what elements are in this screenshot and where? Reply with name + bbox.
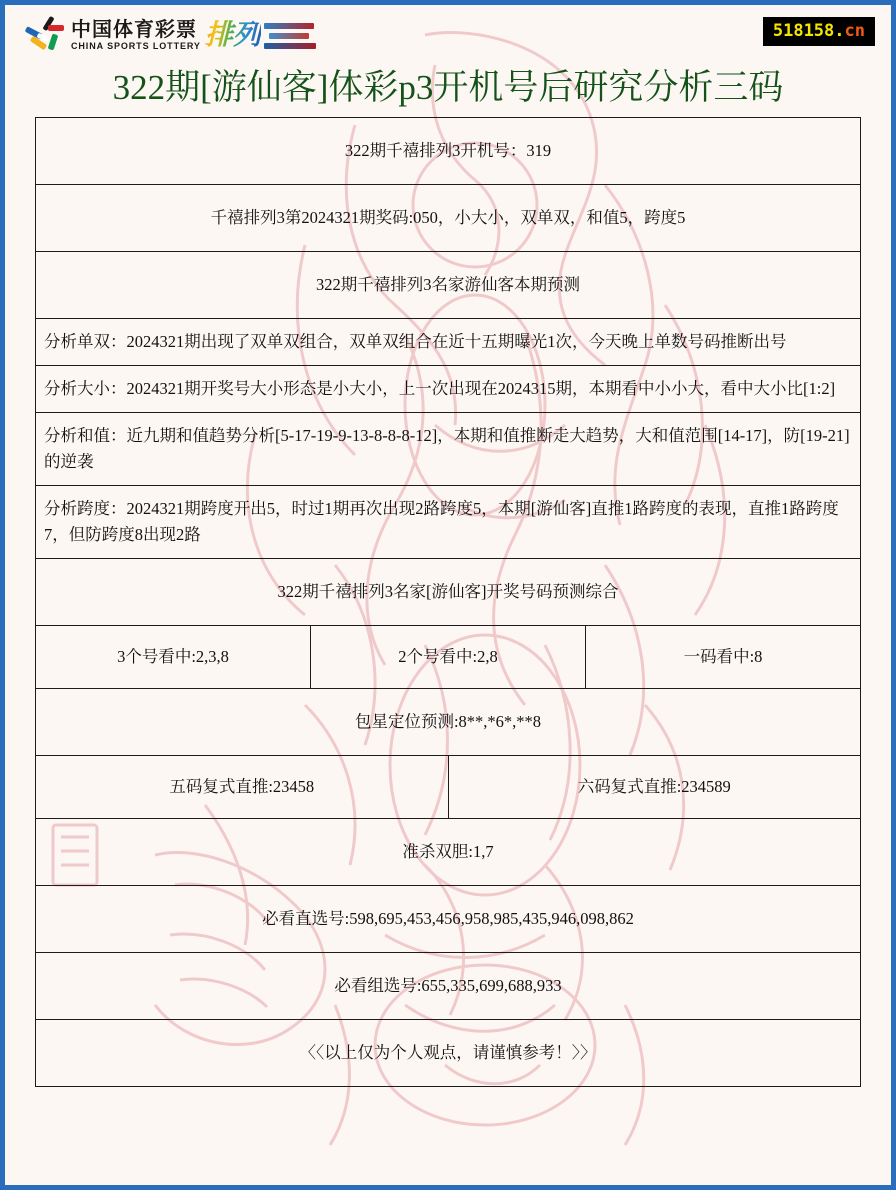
cell-kaijihao: 322期千禧排列3开机号：319 bbox=[36, 118, 861, 185]
cell-disclaimer: 〈〈以上仅为个人观点，请谨慎参考！〉〉 bbox=[36, 1020, 861, 1087]
table-row bbox=[36, 252, 861, 319]
cell-baoxing: 包星定位预测:8**,*6*,**8 bbox=[36, 689, 861, 756]
table-row bbox=[36, 486, 861, 559]
cell-summary-heading: 322期千禧排列3名家[游仙客]开奖号码预测综合 bbox=[36, 559, 861, 626]
cell-one-pick: 一码看中:8 bbox=[586, 626, 861, 689]
logo-chinese-name: 中国体育彩票 bbox=[71, 17, 197, 41]
page-container bbox=[5, 5, 891, 1185]
cell-zhunsha: 准杀双胆:1,7 bbox=[36, 819, 861, 886]
table-row bbox=[36, 118, 861, 185]
prediction-table bbox=[35, 117, 861, 1087]
table-row bbox=[36, 886, 861, 953]
site-header bbox=[5, 5, 891, 63]
cell-five-code: 五码复式直推:23458 bbox=[36, 756, 449, 819]
cell-three-pick: 3个号看中:2,3,8 bbox=[36, 626, 311, 689]
logo-series-name: 排列 bbox=[204, 18, 261, 51]
cell-analysis-daxiao: 分析大小：2024321期开奖号大小形态是小大小，上一次出现在2024315期，本期看中小小大，看中大小比[1:2] bbox=[36, 366, 861, 413]
table-row bbox=[36, 689, 861, 756]
table-row bbox=[36, 559, 861, 626]
lottery-logo bbox=[21, 11, 316, 59]
logo-three-bars-icon bbox=[264, 17, 316, 53]
cell-two-pick: 2个号看中:2,8 bbox=[311, 626, 586, 689]
cell-six-code: 六码复式直推:234589 bbox=[448, 756, 861, 819]
table-row bbox=[36, 626, 861, 689]
table-row bbox=[36, 185, 861, 252]
badge-number: 518158. bbox=[772, 21, 845, 41]
table-row bbox=[36, 319, 861, 366]
site-domain-badge[interactable] bbox=[763, 17, 875, 46]
cell-analysis-danshuang: 分析单双：2024321期出现了双单双组合，双单双组合在近十五期曝光1次，今天晚上单数号码推断出号 bbox=[36, 319, 861, 366]
page-title: 322期[游仙客]体彩p3开机号后研究分析三码 bbox=[112, 68, 784, 107]
table-row bbox=[36, 819, 861, 886]
table-row bbox=[36, 366, 861, 413]
logo-english-name: CHINA SPORTS LOTTERY bbox=[71, 41, 201, 51]
cell-zhixuan: 必看直选号:598,695,453,456,958,985,435,946,098,862 bbox=[36, 886, 861, 953]
badge-tld: cn bbox=[844, 21, 865, 41]
prediction-table-wrapper bbox=[5, 117, 891, 1087]
cell-analysis-kuadu: 分析跨度：2024321期跨度开出5，时过1期再次出现2路跨度5，本期[游仙客]直推1路跨度的表现，直推1路跨度7，但防跨度8出现2路 bbox=[36, 486, 861, 559]
table-row bbox=[36, 756, 861, 819]
cell-zuxuan: 必看组选号:655,335,699,688,933 bbox=[36, 953, 861, 1020]
cell-forecast-heading: 322期千禧排列3名家游仙客本期预测 bbox=[36, 252, 861, 319]
logo-text-block bbox=[71, 18, 201, 52]
cell-jiangma: 千禧排列3第2024321期奖码:050，小大小，双单双，和值5，跨度5 bbox=[36, 185, 861, 252]
sports-lottery-mark-icon bbox=[21, 14, 65, 56]
table-row bbox=[36, 1020, 861, 1087]
table-row bbox=[36, 413, 861, 486]
table-row bbox=[36, 953, 861, 1020]
cell-analysis-hezhi: 分析和值：近九期和值趋势分析[5-17-19-9-13-8-8-8-12]，本期和值推断走大趋势，大和值范围[14-17]，防[19-21]的逆袭 bbox=[36, 413, 861, 486]
